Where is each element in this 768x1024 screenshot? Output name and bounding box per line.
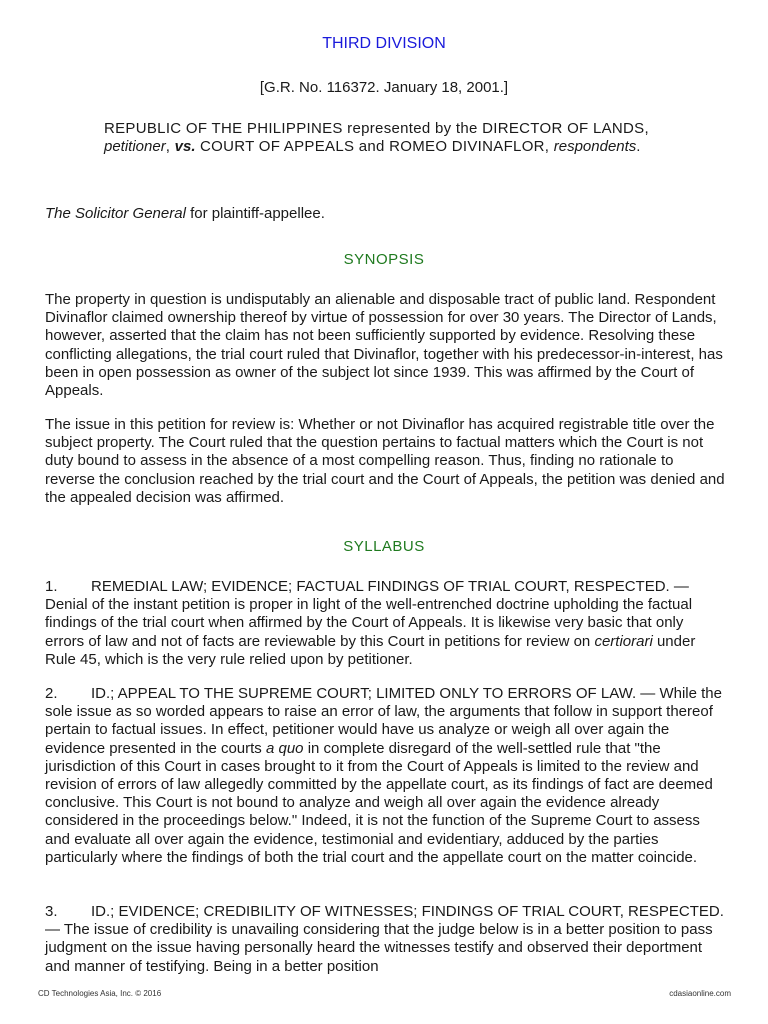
counsel-role: for plaintiff-appellee. [190,205,325,222]
syllabus-item-number: 1. [45,578,58,595]
syllabus-heading: SYLLABUS [343,538,425,555]
syllabus-item-text-continued: in complete disregard of the well-settled rule that "the jurisdiction of this Court in cases brought to it from the Court of Appeals is limited to the review and revision of errors of law allegedly committed by the appellate court, as its findings of fact are deemed conclusive. This Court is not bound to analyze and weigh all over again the evidence already considered in the proceedings below." Indeed, it is not the function of the Supreme Court to assess and evaluate all over again the evidence, testimonial and evidentiary, adduced by the parties particularly where the findings of both the trial court and the appellate court on the matter coincide. [45,739,713,866]
syllabus-item-number: 3. [45,903,58,920]
synopsis-heading: SYNOPSIS [343,251,425,268]
syllabus-item-italic: certiorari [594,632,653,650]
respondents-role: respondents [553,138,637,155]
footer-website: cdasiaonline.com [669,989,731,998]
case-number: [G.R. No. 116372. January 18, 2001.] [259,79,509,96]
syllabus-item-text: REMEDIAL LAW; EVIDENCE; FACTUAL FINDINGS OF TRIAL COURT, RESPECTED. — Denial of the instant petition is proper in light of the well-entrenched doctrine upholding the factual findings of the trial court when affirmed by the Court of Appeals. It is likewise very basic that only errors of law and not of facts are reviewable by this Court in petitions for review on [45,578,693,650]
synopsis-paragraph: The property in question is undisputably an alienable and disposable tract of public land. Respondent Divinaflor claimed ownership thereof by virtue of possession for over 30 years. The Director of Lands, however, asserted that the claim has not been sufficiently supported by evidence. Resolving these conflicting allegations, the trial court ruled that Divinaflor, together with his predecessor-in-interest, has been in open possession as owner of the subject lot since 1939. This was affirmed by the Court of Appeals. [45,291,723,400]
syllabus-item-number: 2. [45,685,58,702]
syllabus-item-text-continued: under Rule 45, which is the very rule relied upon by petitioner. [45,632,696,668]
footer-copyright: CD Technologies Asia, Inc. © 2016 [38,989,162,998]
syllabus-item [45,578,725,669]
counsel-line [45,205,735,222]
synopsis-paragraph: The issue in this petition for review is: Whether or not Divinaflor has acquired registrable title over the subject property. The Court ruled that the question pertains to factual matters which the Court is not duty bound to assess in the absence of a most compelling reason. Thus, finding no rationale to reverse the conclusion reached by the trial court and the Court of Appeals, the petition was denied and the appealed decision was affirmed. [45,416,725,506]
division-heading: THIRD DIVISION [322,35,446,52]
syllabus-item-text: ID.; EVIDENCE; CREDIBILITY OF WITNESSES; FINDINGS OF TRIAL COURT, RESPECTED. — The issue of credibility is unavailing considering that the judge below is in a better position to pass judgment on the issue having personally heard the witnesses testify and observed their deportment and manner of testifying. Being in a better position [45,903,724,975]
petitioner-role: petitioner [104,138,166,155]
syllabus-item [45,903,725,976]
case-parties: REPUBLIC OF THE PHILIPPINES represented by the DIRECTOR OF LANDS, petitioner, vs. COURT OF APPEALS and ROMEO DIVINAFLOR, respondents. [104,120,649,155]
versus-text: vs. [174,138,196,155]
counsel-name: The Solicitor General [45,205,186,222]
petitioner-name: REPUBLIC OF THE PHILIPPINES represented by the DIRECTOR OF LANDS, [104,120,649,137]
syllabus-item-text: ID.; APPEAL TO THE SUPREME COURT; LIMITED ONLY TO ERRORS OF LAW. — While the sole issue as so worded appears to raise an error of law, the arguments that follow in support thereof pertain to factual issues. In effect, petitioner would have us analyze or weigh all over again the evidence presented in the courts [45,685,722,757]
syllabus-item-italic: a quo [265,739,304,757]
respondents-name: COURT OF APPEALS and ROMEO DIVINAFLOR, [199,138,550,155]
syllabus-item [45,685,725,867]
